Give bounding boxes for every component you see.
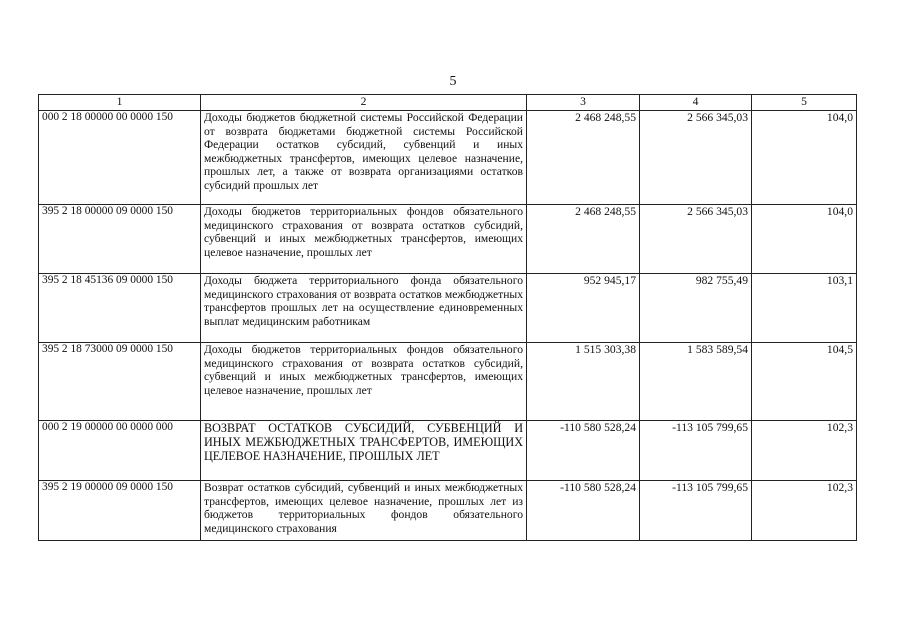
actual-amount: 2 566 345,03 xyxy=(640,205,752,274)
execution-percent: 102,3 xyxy=(752,421,857,481)
budget-code: 000 2 19 00000 00 0000 000 xyxy=(39,421,201,481)
actual-amount: 1 583 589,54 xyxy=(640,343,752,421)
plan-amount: 2 468 248,55 xyxy=(527,111,640,205)
plan-amount: 2 468 248,55 xyxy=(527,205,640,274)
header-col-2: 2 xyxy=(201,95,527,111)
budget-table xyxy=(38,94,857,541)
plan-amount: -110 580 528,24 xyxy=(527,481,640,541)
execution-percent: 104,0 xyxy=(752,205,857,274)
plan-amount: -110 580 528,24 xyxy=(527,421,640,481)
row-description: Доходы бюджетов бюджетной системы Российской Федерации от возврата бюджетами бюджетной системы Российской Федерации остатков субсидий, субвенций и иных межбюджетных трансфертов, имеющих целевое назначение, прошлых лет, а также от возврата организациями остатков субсидий прошлых лет xyxy=(201,111,527,205)
page-number: 5 xyxy=(449,74,457,89)
header-col-4: 4 xyxy=(640,95,752,111)
actual-amount: 982 755,49 xyxy=(640,274,752,343)
budget-code: 395 2 18 45136 09 0000 150 xyxy=(39,274,201,343)
budget-code: 395 2 18 00000 09 0000 150 xyxy=(39,205,201,274)
execution-percent: 104,0 xyxy=(752,111,857,205)
header-col-1: 1 xyxy=(39,95,201,111)
table-header xyxy=(39,95,857,111)
row-description: Доходы бюджетов территориальных фондов обязательного медицинского страхования от возврата остатков субсидий, субвенций и иных межбюджетных трансфертов, имеющих целевое назначение, прошлых лет xyxy=(201,343,527,421)
header-row xyxy=(39,95,857,111)
header-col-3: 3 xyxy=(527,95,640,111)
table-row xyxy=(39,205,857,274)
budget-code: 000 2 18 00000 00 0000 150 xyxy=(39,111,201,205)
table-row xyxy=(39,111,857,205)
actual-amount: -113 105 799,65 xyxy=(640,481,752,541)
plan-amount: 952 945,17 xyxy=(527,274,640,343)
table-row xyxy=(39,481,857,541)
budget-code: 395 2 18 73000 09 0000 150 xyxy=(39,343,201,421)
actual-amount: -113 105 799,65 xyxy=(640,421,752,481)
row-description: Возврат остатков субсидий, субвенций и иных межбюджетных трансфертов, имеющих целевое назначение, прошлых лет из бюджетов территориальных фондов обязательного медицинского страхования xyxy=(201,481,527,541)
actual-amount: 2 566 345,03 xyxy=(640,111,752,205)
table-row xyxy=(39,421,857,481)
plan-amount: 1 515 303,38 xyxy=(527,343,640,421)
execution-percent: 104,5 xyxy=(752,343,857,421)
table-row xyxy=(39,343,857,421)
row-description: Доходы бюджета территориального фонда обязательного медицинского страхования от возврата остатков межбюджетных трансфертов прошлых лет на осуществление единовременных выплат медицинским работникам xyxy=(201,274,527,343)
budget-code: 395 2 19 00000 09 0000 150 xyxy=(39,481,201,541)
header-col-5: 5 xyxy=(752,95,857,111)
execution-percent: 103,1 xyxy=(752,274,857,343)
table-body xyxy=(39,111,857,541)
row-description: ВОЗВРАТ ОСТАТКОВ СУБСИДИЙ, СУБВЕНЦИЙ И ИНЫХ МЕЖБЮДЖЕТНЫХ ТРАНСФЕРТОВ, ИМЕЮЩИХ ЦЕЛЕВОЕ НАЗНАЧЕНИЕ, ПРОШЛЫХ ЛЕТ xyxy=(201,421,527,481)
execution-percent: 102,3 xyxy=(752,481,857,541)
table-row xyxy=(39,274,857,343)
row-description: Доходы бюджетов территориальных фондов обязательного медицинского страхования от возврата остатков субсидий, субвенций и иных межбюджетных трансфертов, имеющих целевое назначение, прошлых лет xyxy=(201,205,527,274)
